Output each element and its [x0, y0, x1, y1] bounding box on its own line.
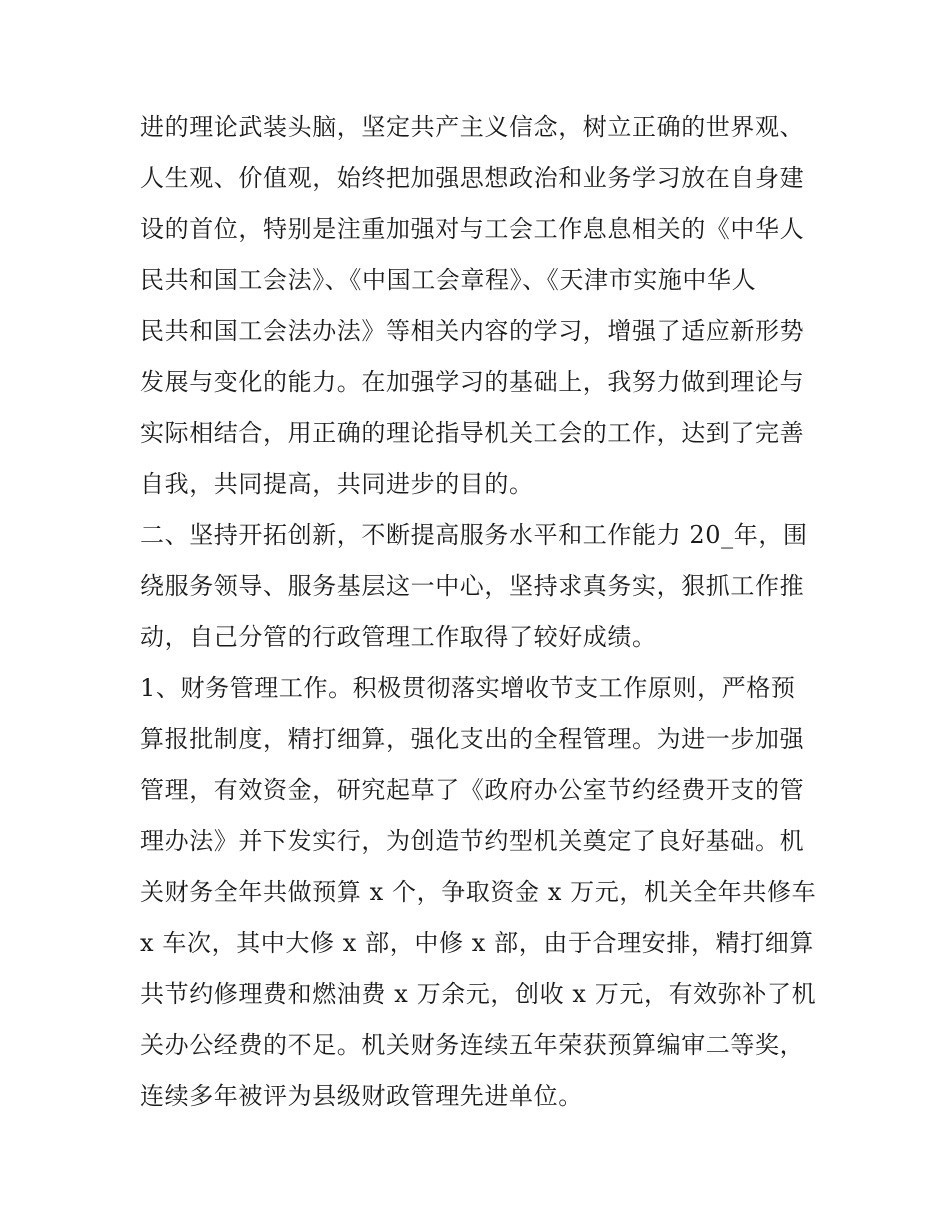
subsection-heading-line: 1、财务管理工作。积极贯彻落实增收节支工作原则，严格预	[140, 674, 796, 702]
text-line: 绕服务领导、服务基层这一中心，坚持求真务实，狠抓工作推	[140, 572, 805, 600]
document-body	[140, 102, 820, 1122]
text-line: 算报批制度，精打细算，强化支出的全程管理。为进一步加强	[140, 725, 805, 753]
text-line: 连续多年被评为县级财政管理先进单位。	[140, 1082, 583, 1110]
text-line: 管理，有效资金，研究起草了《政府办公室节约经费开支的管	[140, 776, 805, 804]
text-line: 关办公经费的不足。机关财务连续五年荣获预算编审二等奖，	[140, 1031, 805, 1059]
text-line: 自我，共同提高，共同进步的目的。	[140, 470, 534, 498]
text-line: 设的首位，特别是注重加强对与工会工作息息相关的《中华人	[140, 215, 805, 243]
section-heading-line: 二、坚持开拓创新，不断提高服务水平和工作能力 20_年，围	[140, 521, 808, 549]
text-line: 理办法》并下发实行，为创造节约型机关奠定了良好基础。机	[140, 827, 805, 855]
text-line: 关财务全年共做预算 x 个，争取资金 x 万元，机关全年共修车	[140, 878, 817, 906]
text-line: 动，自己分管的行政管理工作取得了较好成绩。	[140, 623, 657, 651]
text-line: x 车次，其中大修 x 部，中修 x 部，由于合理安排，精打细算	[140, 929, 814, 957]
text-line: 进的理论武装头脑，坚定共产主义信念，树立正确的世界观、	[140, 113, 805, 141]
text-line: 实际相结合，用正确的理论指导机关工会的工作，达到了完善	[140, 419, 805, 447]
text-line: 发展与变化的能力。在加强学习的基础上，我努力做到理论与	[140, 368, 805, 396]
text-line: 人生观、价值观，始终把加强思想政治和业务学习放在自身建	[140, 164, 805, 192]
text-line: 民共和国工会法》、《中国工会章程》、《天津市实施中华人	[140, 266, 757, 294]
text-line: 民共和国工会法办法》等相关内容的学习，增强了适应新形势	[140, 317, 805, 345]
text-line: 共节约修理费和燃油费 x 万余元，创收 x 万元，有效弥补了机	[140, 980, 817, 1008]
